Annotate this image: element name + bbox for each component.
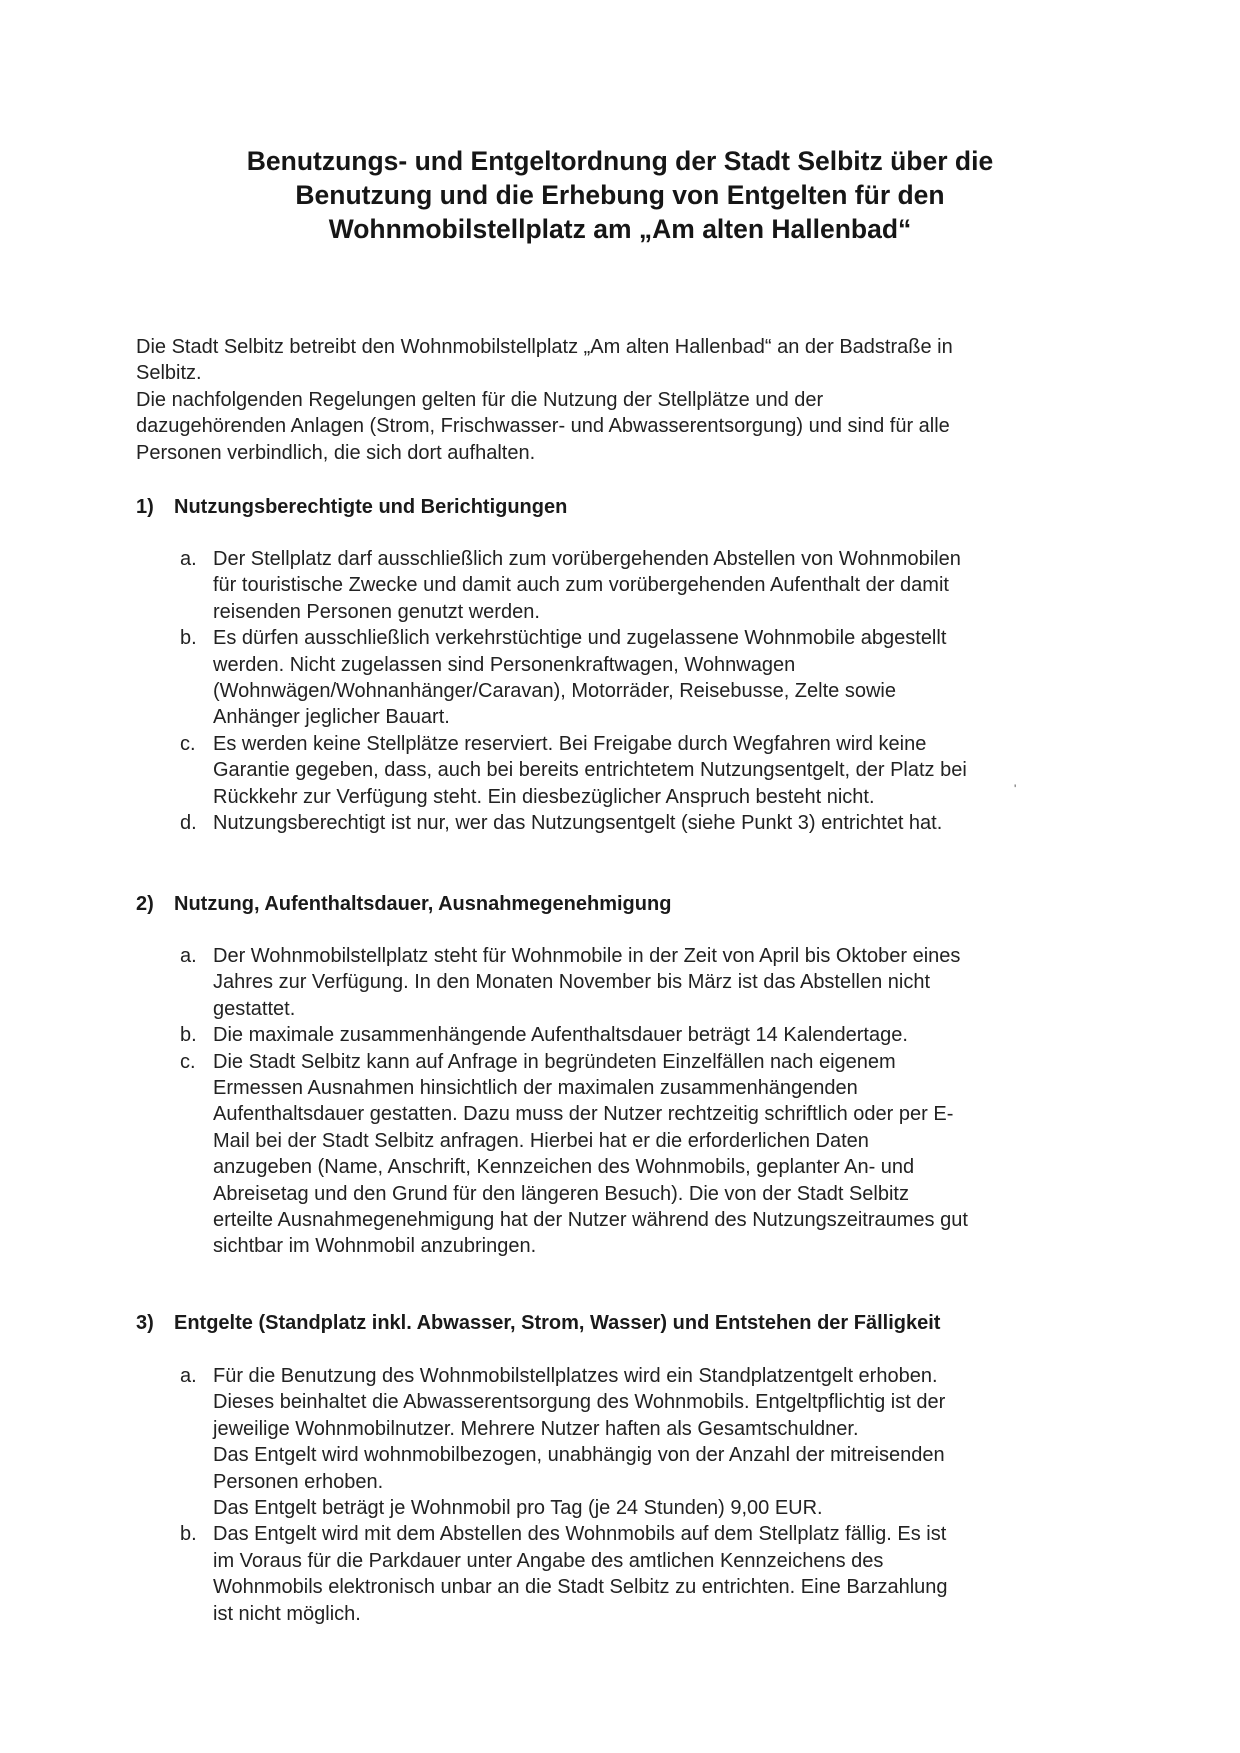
section-heading-text: Nutzungsberechtigte und Berichtigungen <box>174 496 568 518</box>
section-number: 2) <box>136 893 154 915</box>
section-heading-text: Nutzung, Aufenthaltsdauer, Ausnahmegenehmigung <box>174 893 672 915</box>
list-marker: a. <box>180 548 197 570</box>
section-list <box>180 1363 948 1627</box>
list-marker: a. <box>180 1365 197 1387</box>
list-line: Anhänger jeglicher Bauart. <box>213 706 450 729</box>
list-marker: d. <box>180 812 197 835</box>
intro-line: Die nachfolgenden Regelungen gelten für die Nutzung der Stellplätze und der <box>136 388 824 411</box>
list-line: Personen erhoben. <box>213 1470 384 1493</box>
section-list <box>180 546 967 836</box>
list-item <box>180 731 967 810</box>
title-line: Wohnmobilstellplatz am „Am alten Hallenbad“ <box>328 214 912 244</box>
intro-line: Selbitz. <box>136 362 202 385</box>
document-title <box>170 144 1070 246</box>
section-heading <box>136 893 671 916</box>
section-heading <box>136 496 567 519</box>
list-line: Das Entgelt beträgt je Wohnmobil pro Tag (je 24 Stunden) 9,00 EUR. <box>213 1497 823 1520</box>
list-line: Wohnmobils elektronisch unbar an die Stadt Selbitz zu entrichten. Eine Barzahlung <box>213 1576 948 1599</box>
list-item <box>180 943 968 1022</box>
list-item <box>180 810 967 836</box>
list-line: Es werden keine Stellplätze reserviert. Bei Freigabe durch Wegfahren wird keine <box>213 732 927 755</box>
section-heading <box>136 1312 940 1335</box>
list-line: Die Stadt Selbitz kann auf Anfrage in begründeten Einzelfällen nach eigenem <box>213 1050 896 1073</box>
intro-paragraph <box>136 334 953 466</box>
list-item <box>180 1521 948 1627</box>
list-line: Jahres zur Verfügung. In den Monaten November bis März ist das Abstellen nicht <box>213 971 931 994</box>
intro-line: Personen verbindlich, die sich dort aufhalten. <box>136 441 536 464</box>
list-line: gestattet. <box>213 997 296 1020</box>
list-item <box>180 1049 968 1260</box>
intro-line: Die Stadt Selbitz betreibt den Wohnmobilstellplatz „Am alten Hallenbad“ an der Badstraße in <box>136 336 953 358</box>
list-line: jeweilige Wohnmobilnutzer. Mehrere Nutzer haften als Gesamtschuldner. <box>213 1417 859 1440</box>
list-item <box>180 625 967 731</box>
list-line: Dieses beinhaltet die Abwasserentsorgung des Wohnmobils. Entgeltpflichtig ist der <box>213 1391 946 1414</box>
list-line: werden. Nicht zugelassen sind Personenkraftwagen, Wohnwagen <box>213 653 796 676</box>
title-line: Benutzungs- und Entgeltordnung der Stadt Selbitz über die <box>246 146 994 176</box>
list-line: anzugeben (Name, Anschrift, Kennzeichen des Wohnmobils, geplanter An- und <box>213 1156 915 1179</box>
section-heading-text: Entgelte (Standplatz inkl. Abwasser, Strom, Wasser) und Entstehen der Fälligkeit <box>174 1312 941 1334</box>
list-marker: b. <box>180 627 197 650</box>
section-number: 1) <box>136 496 154 518</box>
intro-line: dazugehörenden Anlagen (Strom, Frischwasser- und Abwasserentsorgung) und sind für alle <box>136 415 950 438</box>
list-line: Ermessen Ausnahmen hinsichtlich der maximalen zusammenhängenden <box>213 1077 858 1100</box>
list-line: erteilte Ausnahmegenehmigung hat der Nutzer während des Nutzungszeitraumes gut <box>213 1209 968 1232</box>
list-line: Die maximale zusammenhängende Aufenthaltsdauer beträgt 14 Kalendertage. <box>213 1024 908 1047</box>
list-marker: a. <box>180 945 197 967</box>
list-line: Der Stellplatz darf ausschließlich zum vorübergehenden Abstellen von Wohnmobilen <box>213 548 961 570</box>
list-item <box>180 1022 968 1048</box>
list-line: Das Entgelt wird wohnmobilbezogen, unabhängig von der Anzahl der mitreisenden <box>213 1444 945 1467</box>
list-line: Das Entgelt wird mit dem Abstellen des Wohnmobils auf dem Stellplatz fällig. Es ist <box>213 1523 947 1546</box>
list-line: im Voraus für die Parkdauer unter Angabe des amtlichen Kennzeichens des <box>213 1549 884 1572</box>
list-line: Garantie gegeben, dass, auch bei bereits entrichtetem Nutzungsentgelt, der Platz bei <box>213 759 967 782</box>
list-marker: b. <box>180 1523 197 1546</box>
list-line: Abreisetag und den Grund für den längeren Besuch). Die von der Stadt Selbitz <box>213 1182 909 1205</box>
list-marker: c. <box>180 732 196 755</box>
list-marker: b. <box>180 1024 197 1047</box>
list-item <box>180 1363 948 1521</box>
section-number: 3) <box>136 1312 154 1334</box>
scan-mark: ' <box>1014 782 1017 796</box>
list-marker: c. <box>180 1050 196 1073</box>
section-list <box>180 943 968 1260</box>
list-line: Es dürfen ausschließlich verkehrstüchtige und zugelassene Wohnmobile abgestellt <box>213 627 947 650</box>
list-line: ist nicht möglich. <box>213 1602 361 1625</box>
list-line: Für die Benutzung des Wohnmobilstellplatzes wird ein Standplatzentgelt erhoben. <box>213 1365 938 1387</box>
title-line: Benutzung und die Erhebung von Entgelten für den <box>295 180 945 210</box>
list-line: Aufenthaltsdauer gestatten. Dazu muss der Nutzer rechtzeitig schriftlich oder per E- <box>213 1103 954 1126</box>
list-line: Nutzungsberechtigt ist nur, wer das Nutzungsentgelt (siehe Punkt 3) entrichtet hat. <box>213 812 943 835</box>
list-line: Mail bei der Stadt Selbitz anfragen. Hierbei hat er die erforderlichen Daten <box>213 1129 869 1152</box>
list-line: Der Wohnmobilstellplatz steht für Wohnmobile in der Zeit von April bis Oktober eines <box>213 945 961 967</box>
list-line: reisenden Personen genutzt werden. <box>213 600 540 623</box>
list-item <box>180 546 967 625</box>
list-line: Rückkehr zur Verfügung steht. Ein diesbezüglicher Anspruch besteht nicht. <box>213 785 875 808</box>
list-line: sichtbar im Wohnmobil anzubringen. <box>213 1235 537 1258</box>
list-line: (Wohnwägen/Wohnanhänger/Caravan), Motorräder, Reisebusse, Zelte sowie <box>213 680 896 703</box>
list-line: für touristische Zwecke und damit auch zum vorübergehenden Aufenthalt der damit <box>213 574 949 597</box>
